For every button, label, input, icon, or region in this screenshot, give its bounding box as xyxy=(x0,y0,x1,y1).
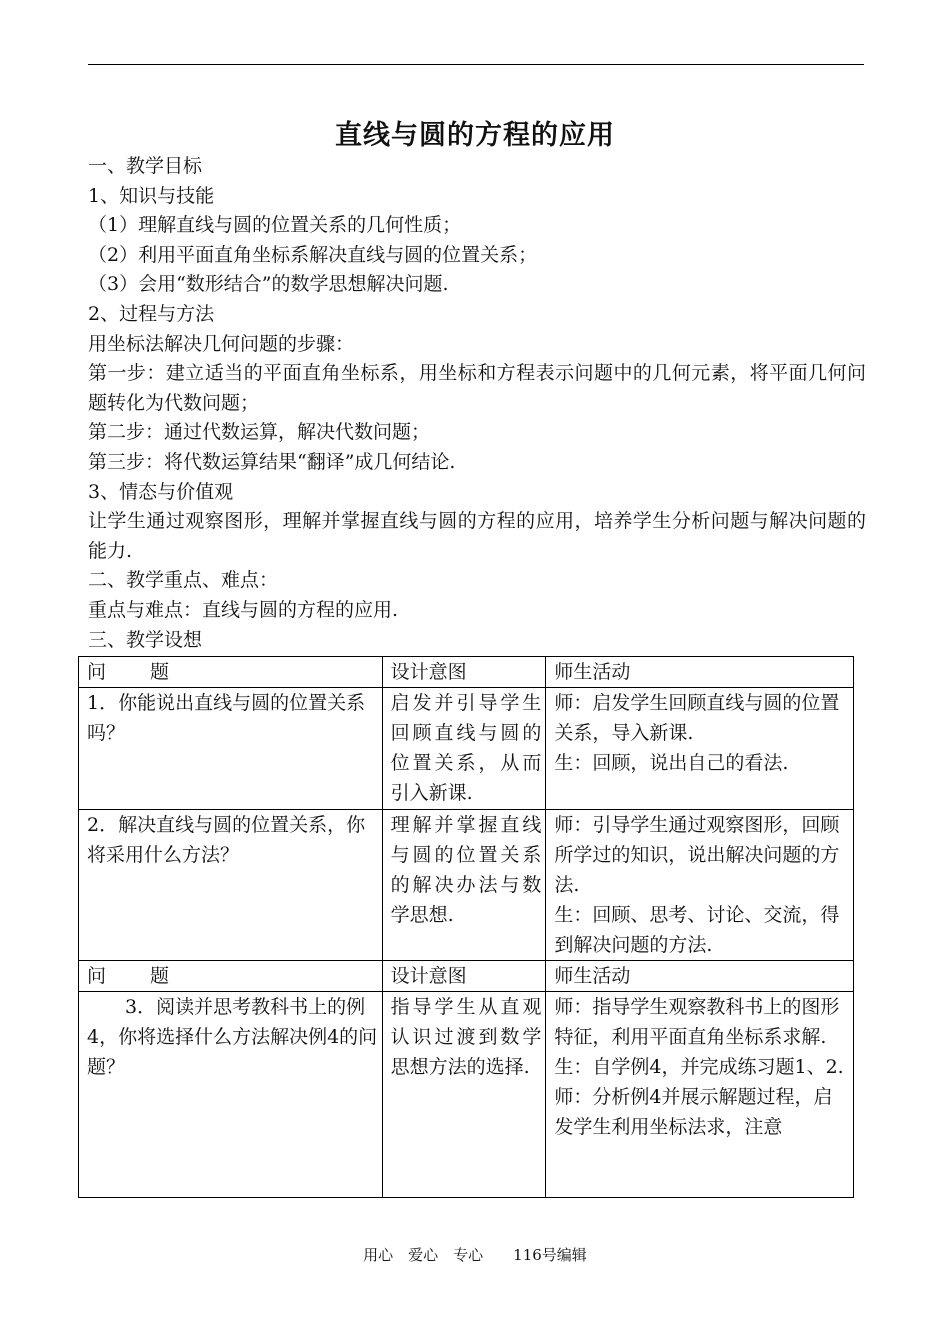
values-paragraph: 让学生通过观察图形，理解并掌握直线与圆的方程的应用，培养学生分析问题与解决问题的能力. xyxy=(88,510,866,562)
row-question xyxy=(79,992,383,1198)
table-header-row xyxy=(79,657,854,688)
header-intent: 设计意图 xyxy=(382,657,546,688)
header-question-b: 题 xyxy=(150,661,170,683)
section-heading-design: 三、教学设想 xyxy=(88,628,203,651)
row-intent: 启发并引导学生回顾直线与圆的位置关系，从而引入新课. xyxy=(382,688,546,810)
process-intro: 用坐标法解决几何问题的步骤： xyxy=(88,332,355,355)
header-question-b: 题 xyxy=(150,965,170,987)
subsection-heading-process: 2、过程与方法 xyxy=(88,302,215,325)
table-row xyxy=(79,688,854,810)
process-step-3: 第三步：将代数运算结果“翻译”成几何结论. xyxy=(88,450,456,473)
activity-line: 生：自学例4，并完成练习题1、2. xyxy=(554,1056,844,1078)
process-step-2: 第二步：通过代数运算，解决代数问题； xyxy=(88,421,431,444)
document-body xyxy=(88,152,866,655)
section-heading-key-points: 二、教学重点、难点： xyxy=(88,569,279,592)
row-intent: 指导学生从直观认识过渡到数学思想方法的选择. xyxy=(382,992,546,1198)
row-activity xyxy=(546,688,854,810)
knowledge-item-3: （3）会用“数形结合”的数学思想解决问题. xyxy=(88,273,449,296)
header-activity: 师生活动 xyxy=(546,961,854,992)
row-question-text: 3．阅读并思考教科书上的例4，你将选择什么方法解决例4的问题？ xyxy=(87,996,378,1078)
row-question: 2．解决直线与圆的位置关系，你将采用什么方法？ xyxy=(79,810,383,961)
subsection-heading-values: 3、情态与价值观 xyxy=(88,480,234,503)
activity-line: 师：启发学生回顾直线与圆的位置关系，导入新课. xyxy=(554,692,840,744)
lesson-design-table xyxy=(78,656,854,1198)
table-row xyxy=(79,810,854,961)
header-question xyxy=(79,961,383,992)
row-activity xyxy=(546,992,854,1198)
row-intent: 理解并掌握直线与圆的位置关系的解决办法与数学思想. xyxy=(382,810,546,961)
process-step-1: 第一步：建立适当的平面直角坐标系，用坐标和方程表示问题中的几何元素，将平面几何问题转化为代数问题； xyxy=(88,362,866,414)
knowledge-item-1: （1）理解直线与圆的位置关系的几何性质； xyxy=(88,214,462,237)
activity-line: 生：回顾、思考、讨论、交流，得到解决问题的方法. xyxy=(554,904,840,956)
header-intent: 设计意图 xyxy=(382,961,546,992)
header-rule xyxy=(88,64,864,65)
table-row xyxy=(79,992,854,1198)
row-question: 1．你能说出直线与圆的位置关系吗？ xyxy=(79,688,383,810)
header-activity: 师生活动 xyxy=(546,657,854,688)
table-header-row xyxy=(79,961,854,992)
activity-line: 师：引导学生通过观察图形，回顾所学过的知识，说出解决问题的方法. xyxy=(554,814,840,896)
header-question-a: 问 xyxy=(87,661,107,683)
row-activity xyxy=(546,810,854,961)
activity-line: 生：回顾，说出自己的看法. xyxy=(554,752,789,774)
page-footer: 用心 爱心 专心 116号编辑 xyxy=(363,1246,587,1264)
header-question-a: 问 xyxy=(87,965,107,987)
header-question xyxy=(79,657,383,688)
key-points-text: 重点与难点：直线与圆的方程的应用. xyxy=(88,598,399,621)
activity-line: 师：分析例4并展示解题过程，启发学生利用坐标法求，注意 xyxy=(554,1086,833,1138)
section-heading-objectives: 一、教学目标 xyxy=(88,155,203,177)
knowledge-item-2: （2）利用平面直角坐标系解决直线与圆的位置关系； xyxy=(88,243,538,266)
subsection-heading-knowledge: 1、知识与技能 xyxy=(88,184,215,207)
activity-line: 师：指导学生观察教科书上的图形特征，利用平面直角坐标系求解. xyxy=(554,996,840,1048)
document-title: 直线与圆的方程的应用 xyxy=(335,120,615,151)
